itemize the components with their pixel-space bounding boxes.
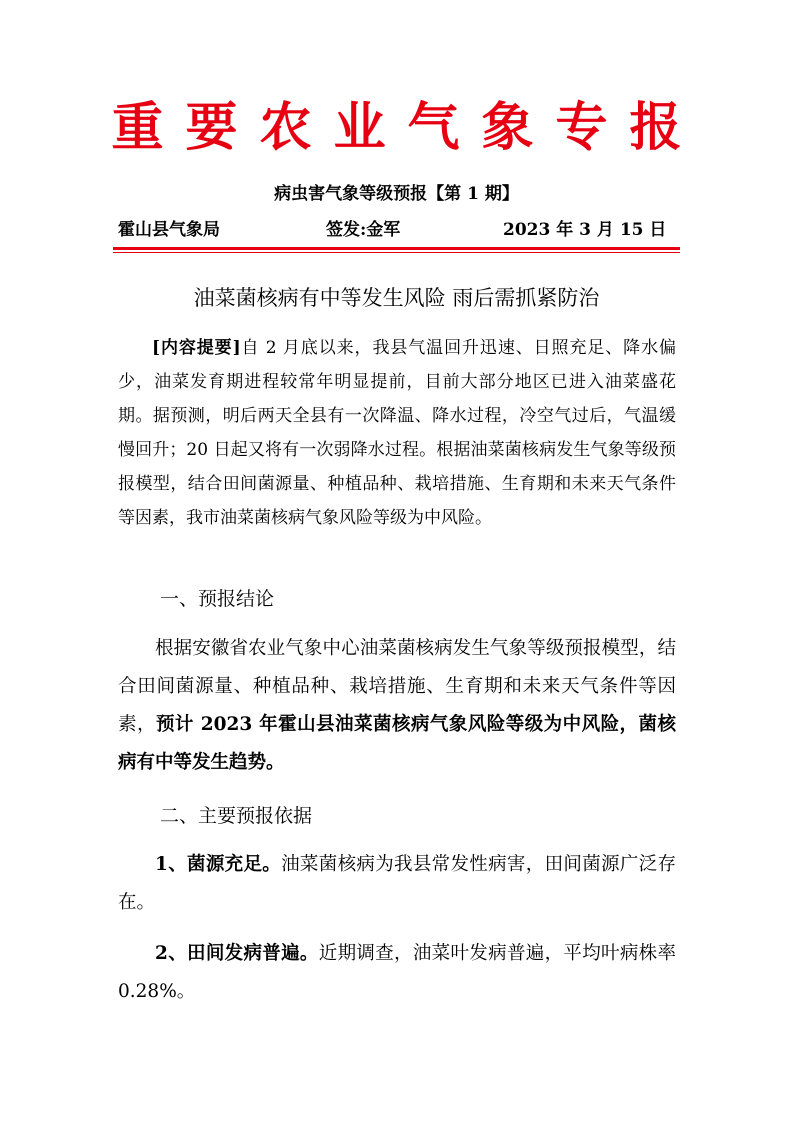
masthead-title: 重要农业气象专报 bbox=[111, 97, 704, 158]
basis-item bbox=[118, 846, 676, 922]
summary-tag: [内容提要] bbox=[152, 338, 241, 358]
section-heading-basis: 二、主要预报依据 bbox=[160, 805, 313, 827]
summary-paragraph bbox=[118, 331, 676, 535]
section-heading-conclusion: 一、预报结论 bbox=[160, 588, 275, 610]
summary-text: 自 2 月底以来，我县气温回升迅速、日照充足、降水偏少，油菜发育期进程较常年明显提前，目前大部分地区已进入油菜盛花期。据预测，明后两天全县有一次降温、降水过程，冷空气过后，气温缓慢回升；20 日起又将有一次弱降水过程。根据油菜菌核病发生气象等级预报模型，结合田间菌源量、种植品种、栽培措施、生育期和未来天气条件等因素，我市油菜菌核病气象风险等级为中风险。 bbox=[118, 338, 676, 528]
issue-date: 2023 年 3 月 15 日 bbox=[503, 220, 667, 240]
basis-item-lead: 1、菌源充足。 bbox=[155, 854, 282, 875]
basis-item-text: 油菜菌核病为我县常发性病害，田间菌源广泛存在。 bbox=[118, 854, 676, 913]
conclusion-bold-text: 预计 2023 年霍山县油菜菌核病气象风险等级为中风险，菌核病有中等发生趋势。 bbox=[118, 714, 676, 773]
header-divider-thick bbox=[113, 247, 680, 250]
conclusion-text: 根据安徽省农业气象中心油菜菌核病发生气象等级预报模型，结合田间菌源量、种植品种、栽培措施、生育期和未来天气条件等因素， bbox=[118, 638, 676, 735]
article-headline: 油菜菌核病有中等发生风险 雨后需抓紧防治 bbox=[193, 286, 600, 310]
header-divider-thin bbox=[113, 252, 680, 253]
basis-item bbox=[118, 935, 676, 1011]
basis-item-text: 近期调查，油菜叶发病普遍，平均叶病株率 0.28%。 bbox=[118, 943, 676, 1002]
conclusion-paragraph bbox=[118, 630, 676, 782]
issue-subtitle: 病虫害气象等级预报【第 1 期】 bbox=[274, 184, 519, 204]
basis-item-lead: 2、田间发病普遍。 bbox=[155, 943, 319, 964]
issuing-agency: 霍山县气象局 bbox=[118, 220, 220, 240]
signer: 签发:金军 bbox=[326, 220, 401, 240]
